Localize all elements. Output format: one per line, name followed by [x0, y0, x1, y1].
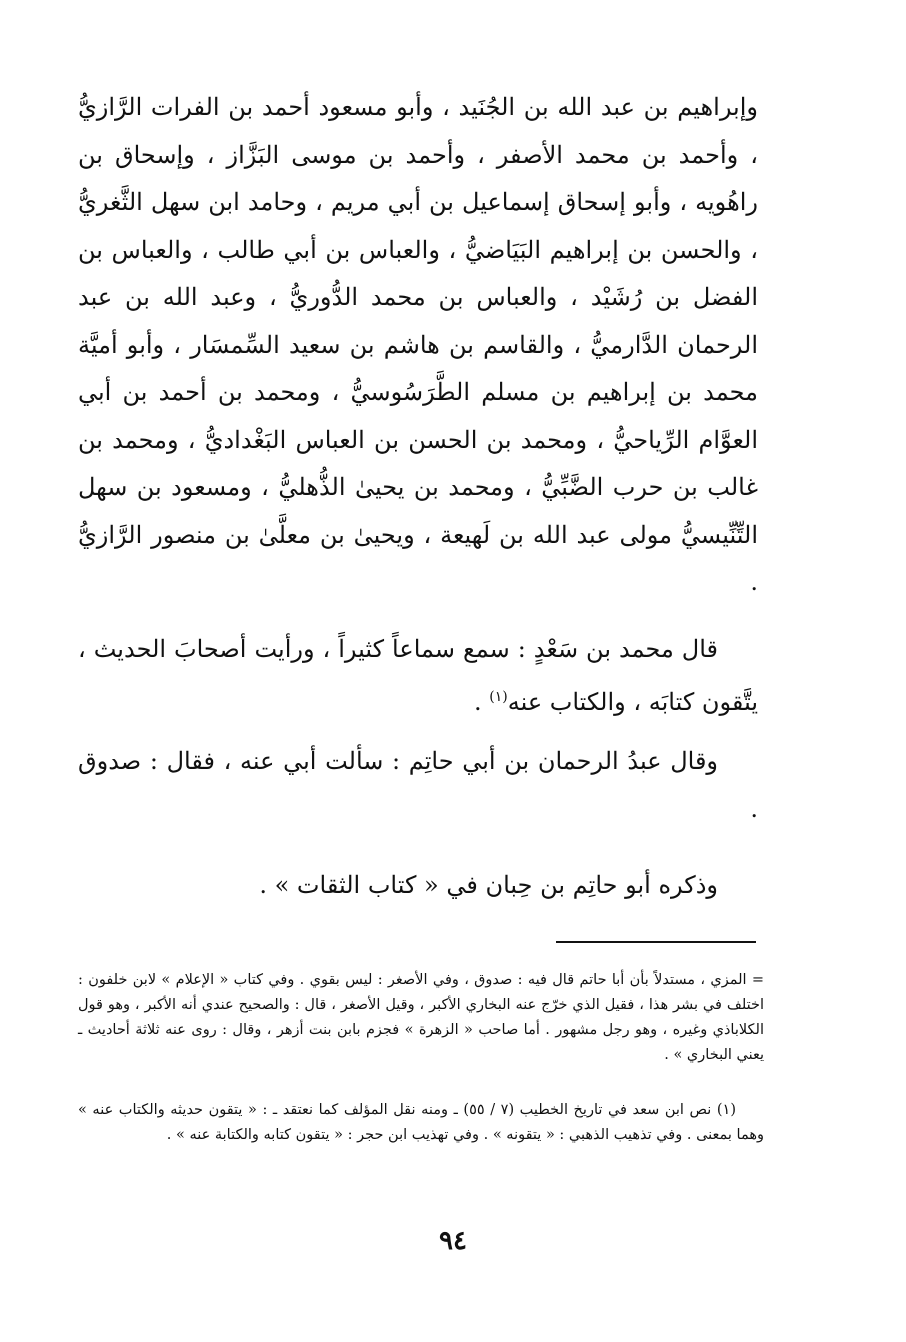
ibn-abi-hatim-paragraph: وقال عبدُ الرحمان بن أبي حاتِم : سألت أبي عنه ، فقال : صدوق .: [78, 747, 758, 823]
ibn-saad-end: .: [473, 687, 490, 716]
ibn-saad-text: قال محمد بن سَعْدٍ : سمع سماعاً كثيراً ، ورأيت أصحابَ الحديث ، يتَّقون كتابَه ، والكتاب عنه: [78, 635, 758, 716]
ibn-saad-paragraph: [78, 626, 758, 726]
footnote-continuation: = المزي ، مستدلاً بأن أبا حاتم قال فيه : صدوق ، وفي الأصغر : ليس بقوي . وفي كتاب « الإعلام » لابن خلفون : اختلف في بشر هذا ، فقيل الذي خرّج عنه البخاري الأكبر ، وقيل الأصغر ، قال : والصحيح عندي أنه الأكبر ، وهو قول الكلاباذي وغيره ، وهو رجل مشهور . أما صاحب « الزهرة » فجزم بابن بنت أزهر ، وقال : روى عنه ثلاثة أحاديث ـ يعني البخاري » .: [78, 972, 764, 1063]
footnote-divider: [556, 941, 756, 943]
ibn-hibban-paragraph: وذكره أبو حاتِم بن حِبان في « كتاب الثقات » .: [259, 871, 718, 899]
footnote-ref-1: (١): [489, 688, 508, 705]
narrators-list-paragraph: وإبراهيم بن عبد الله بن الجُنَيد ، وأبو مسعود أحمد بن الفرات الرَّازيُّ ، وأحمد بن محمد الأصفر ، وأحمد بن موسى البَزَّاز ، وإسحاق بن راهُويه ، وأبو إسحاق إسماعيل بن أبي مريم ، وحامد ابن سهل الثَّغريُّ ، والحسن بن إبراهيم البَيَاضيُّ ، والعباس بن أبي طالب ، والعباس بن الفضل بن رُشَيْد ، والعباس بن محمد الدُّوريُّ ، وعبد الله بن عبد الرحمان الدَّارميُّ ، والقاسم بن هاشم بن سعيد السِّمسَار ، وأبو أميَّة محمد بن إبراهيم بن مسلم الطَّرَسُوسيُّ ، ومحمد بن أحمد بن أبي العوَّام الرِّياحيُّ ، ومحمد بن الحسن بن العباس البَغْداديُّ ، ومحمد بن غالب بن حرب الضَّبِّيُّ ، ومحمد بن يحيىٰ الذُّهليُّ ، ومسعود بن سهل التِّنِّيسيُّ مولى عبد الله بن لَهيعة ، ويحيىٰ بن معلَّىٰ بن منصور الرَّازيُّ .: [78, 93, 759, 596]
page-number: ٩٤: [439, 1226, 467, 1256]
footnote-1: (١) نص ابن سعد في تاريخ الخطيب (٧ / ٥٥) ـ ومنه نقل المؤلف كما نعتقد ـ : « يتقون حديثه والكتاب عنه » وهما بمعنى . وفي تذهيب الذهبي : « يتقونه » . وفي تهذيب ابن حجر : « يتقون كتابه والكتابة عنه » .: [78, 1102, 764, 1143]
